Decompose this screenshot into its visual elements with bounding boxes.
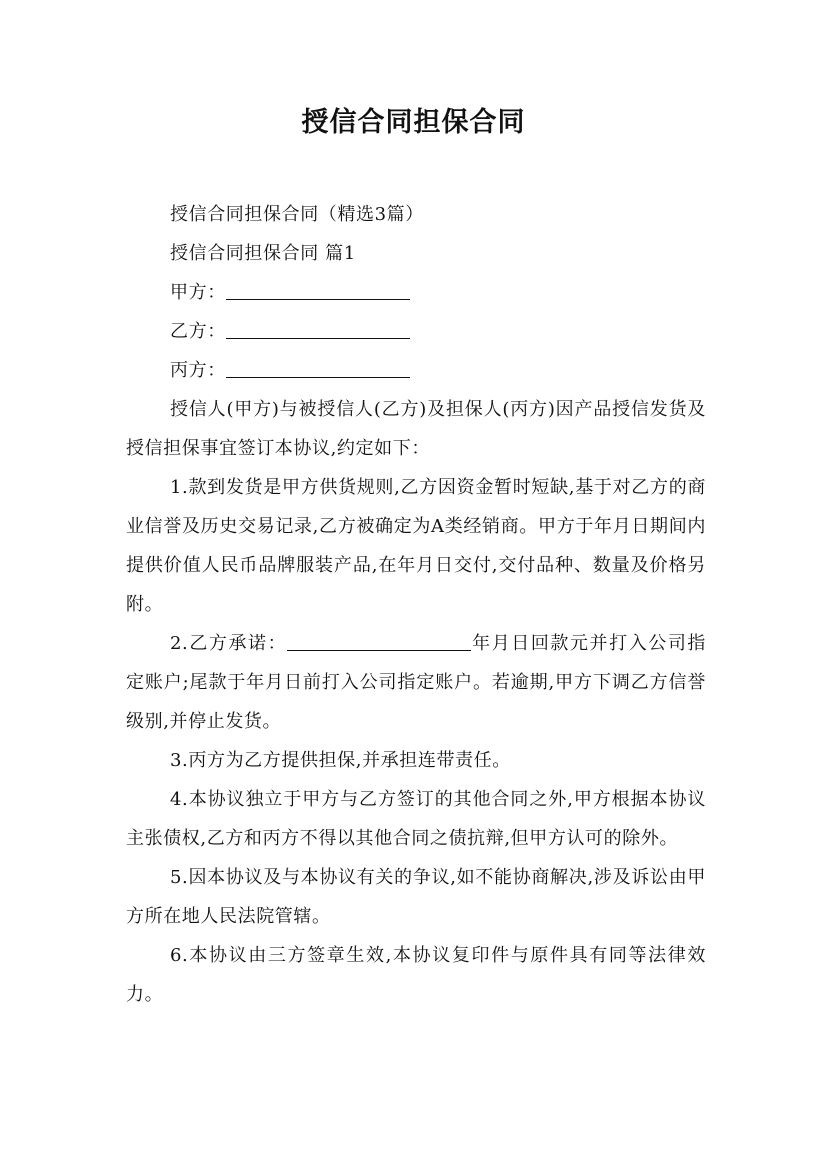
party-c-line [126, 351, 706, 390]
clause-3: 3.丙方为乙方提供担保,并承担连带责任。 [170, 750, 511, 771]
party-b-blank [226, 320, 410, 339]
party-b-line [126, 312, 706, 351]
party-a-blank [226, 281, 410, 300]
intro-paragraph: 授信人(甲方)与被授信人(乙方)及担保人(丙方)因产品授信发货及授信担保事宜签订本协议,约定如下： [126, 399, 706, 459]
clause-5: 5.因本协议及与本协议有关的争议,如不能协商解决,涉及诉讼由甲方所在地人民法院管辖。 [126, 867, 706, 927]
document-body [126, 195, 706, 1014]
clause-6: 6.本协议由三方签章生效,本协议复印件与原件具有同等法律效力。 [126, 945, 706, 1005]
clause-2 [126, 624, 706, 741]
section-heading: 授信合同担保合同 篇1 [170, 243, 356, 264]
party-c-blank [226, 359, 410, 378]
party-a-label: 甲方： [170, 282, 226, 303]
document-subtitle: 授信合同担保合同（精选3篇） [170, 204, 424, 225]
document-title: 授信合同担保合同 [301, 107, 526, 138]
clause-2-blank [287, 632, 471, 651]
clause-2-suffix: 年月日回款元并打入公司指定账户;尾款于年月日前打入公司指定账户。若逾期,甲方下调乙方信誉级别,并停止发货。 [126, 633, 707, 732]
party-a-line [126, 273, 706, 312]
party-b-label: 乙方： [170, 321, 226, 342]
party-c-label: 丙方： [170, 360, 226, 381]
clause-1: 1.款到发货是甲方供货规则,乙方因资金暂时短缺,基于对乙方的商业信誉及历史交易记录,乙方被确定为A类经销商。甲方于年月日期间内提供价值人民币品牌服装产品,在年月日交付,交付品种、数量及价格另附。 [126, 477, 706, 615]
clause-2-prefix: 2.乙方承诺： [170, 633, 288, 654]
clause-4: 4.本协议独立于甲方与乙方签订的其他合同之外,甲方根据本协议主张债权,乙方和丙方不得以其他合同之债抗辩,但甲方认可的除外。 [126, 789, 706, 849]
